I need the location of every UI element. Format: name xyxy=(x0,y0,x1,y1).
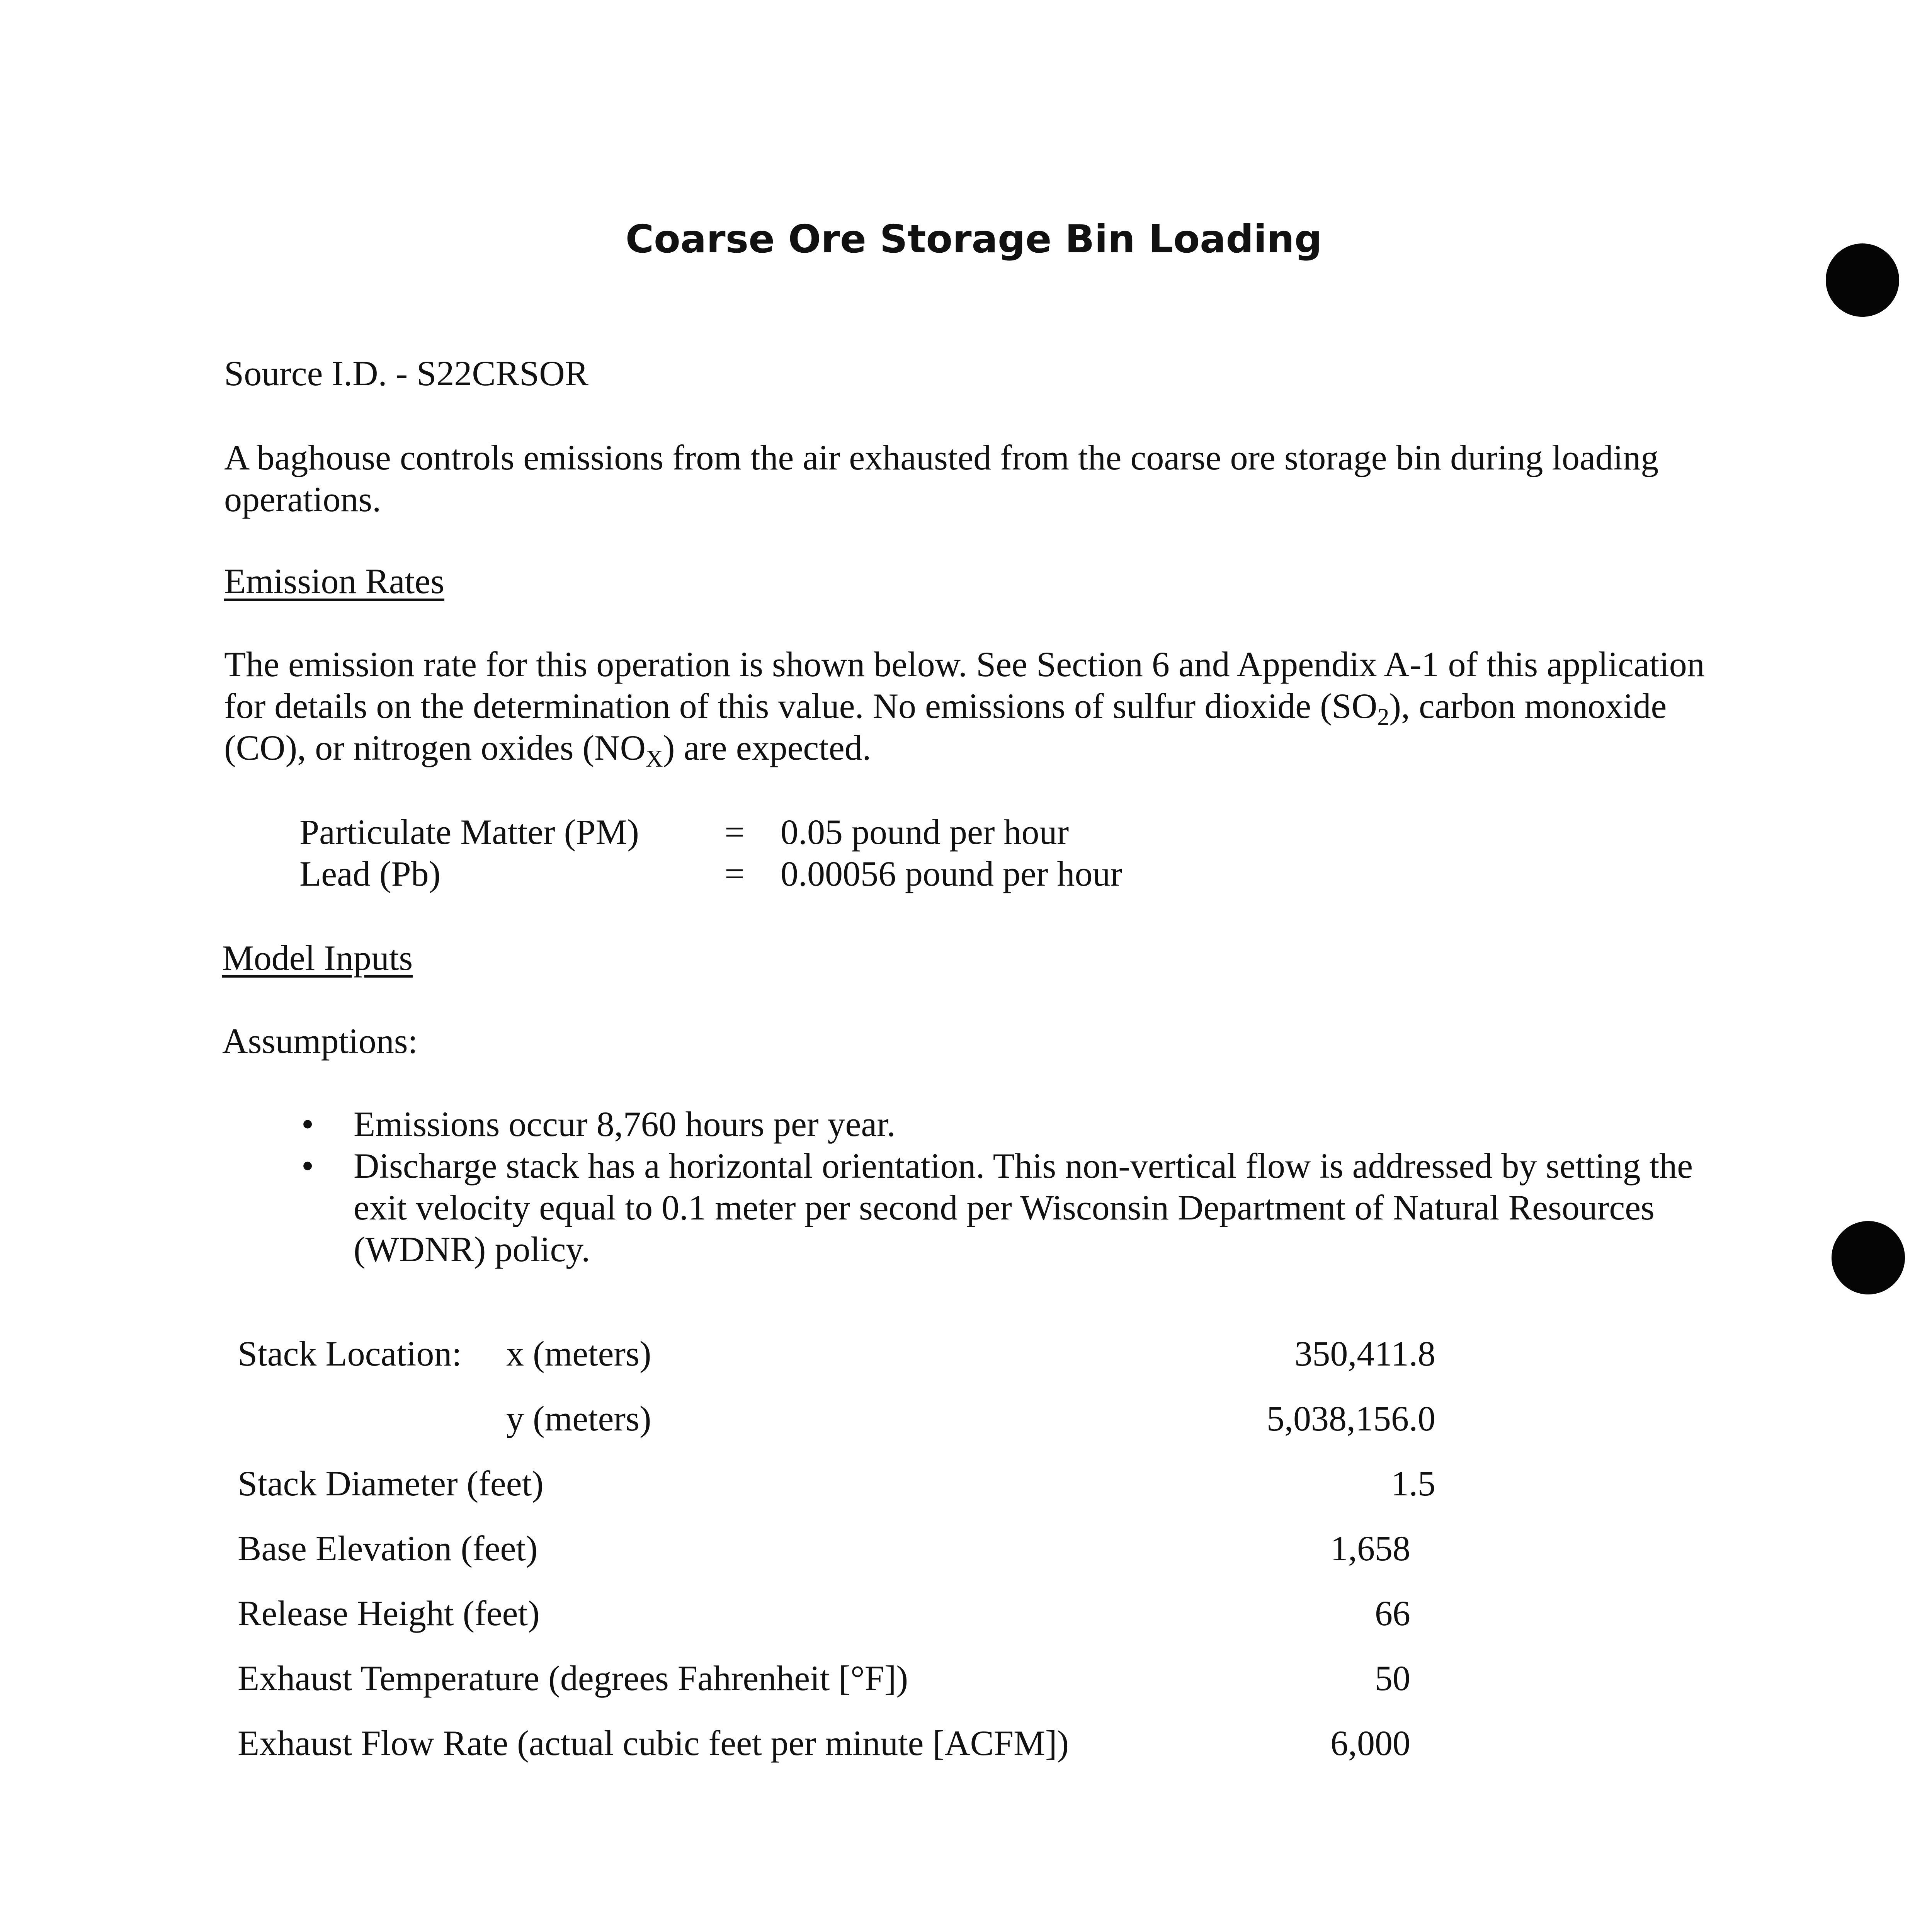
binder-hole xyxy=(1832,1221,1905,1294)
assumption-bullet xyxy=(301,1103,1712,1145)
stack-location-x-row xyxy=(238,1333,1435,1376)
x-label: x (meters) xyxy=(506,1334,651,1373)
emission-value: 0.00056 pound per hour xyxy=(781,854,1122,893)
page-title: Coarse Ore Storage Bin Loading xyxy=(625,216,1322,262)
exhaust-flow-value: 6,000 xyxy=(1330,1723,1410,1763)
bullet-glyph: • xyxy=(301,1104,314,1144)
bullet-text: Discharge stack has a horizontal orientation. This non-vertical flow is addressed by setting the exit velocity equal to 0.1 meter per second per Wisconsin Department of Natural Resources (WDNR) policy. xyxy=(354,1146,1693,1269)
release-height-row xyxy=(238,1593,1410,1635)
y-label: y (meters) xyxy=(506,1399,651,1438)
intro-paragraph: A baghouse controls emissions from the air exhausted from the coarse ore storage bin during loading operations. xyxy=(224,438,1659,519)
stack-diameter-label: Stack Diameter (feet) xyxy=(238,1464,544,1503)
base-elevation-label: Base Elevation (feet) xyxy=(238,1529,538,1568)
emission-name: Particulate Matter (PM) xyxy=(299,812,639,852)
exhaust-flow-label: Exhaust Flow Rate (actual cubic feet per minute [ACFM]) xyxy=(238,1723,1069,1763)
release-height-label: Release Height (feet) xyxy=(238,1594,540,1633)
x-value: 350,411.8 xyxy=(1294,1334,1435,1373)
bullet-text: Emissions occur 8,760 hours per year. xyxy=(354,1104,896,1144)
bullet-glyph: • xyxy=(301,1146,314,1185)
exhaust-temperature-value: 50 xyxy=(1375,1658,1410,1698)
equals-sign: = xyxy=(724,854,745,893)
assumption-bullet xyxy=(301,1145,1712,1272)
emission-value: 0.05 pound per hour xyxy=(781,812,1069,852)
base-elevation-value: 1,658 xyxy=(1330,1529,1410,1568)
emission-rates-paragraph: The emission rate for this operation is shown below. See Section 6 and Appendix A-1 of this application for details on the determination of this value. No emissions of sulfur dioxide $(SO_2)$, carbon monoxide (CO), or nitrogen oxides $(NO_X)$ are expected. xyxy=(224,645,1705,772)
stack-diameter-value: 1.5 xyxy=(1391,1464,1435,1503)
stack-location-y-row xyxy=(238,1398,1435,1440)
stack-diameter-row xyxy=(238,1463,1435,1505)
stack-location-label: Stack Location: xyxy=(238,1334,462,1373)
release-height-value: 66 xyxy=(1375,1594,1410,1633)
model-inputs-heading: Model Inputs xyxy=(222,938,413,978)
emission-row-pb xyxy=(299,853,1265,895)
exhaust-temperature-label: Exhaust Temperature (degrees Fahrenheit [°F]) xyxy=(238,1658,908,1698)
exhaust-temperature-row xyxy=(238,1658,1410,1700)
emission-name: Lead (Pb) xyxy=(299,854,441,893)
emission-rates-heading: Emission Rates xyxy=(224,561,444,601)
base-elevation-row xyxy=(238,1528,1410,1570)
assumptions-label: Assumptions: xyxy=(222,1021,418,1061)
emission-row-pm xyxy=(299,811,1265,853)
exhaust-flow-row xyxy=(238,1723,1410,1765)
y-value: 5,038,156.0 xyxy=(1267,1399,1435,1438)
source-id: Source I.D. - S22CRSOR xyxy=(224,354,589,393)
equals-sign: = xyxy=(724,812,745,852)
